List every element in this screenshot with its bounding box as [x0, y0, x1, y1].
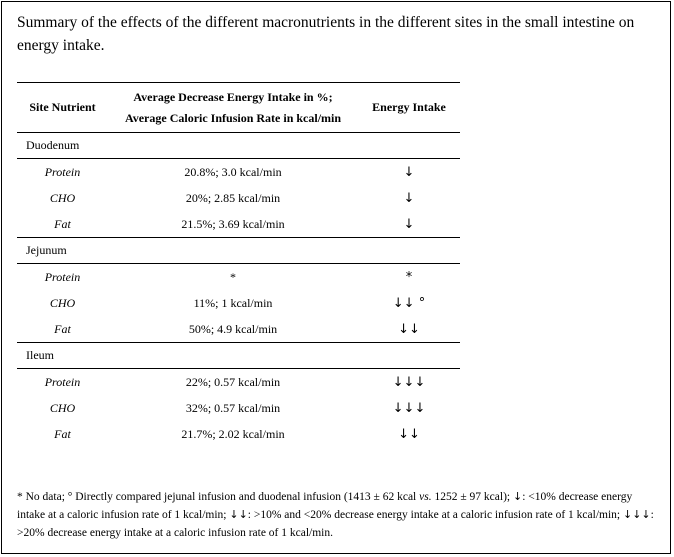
table-row	[17, 290, 460, 316]
table-row	[17, 185, 460, 211]
table-row	[17, 211, 460, 238]
table-row	[17, 264, 460, 291]
footnote-vs: vs.	[419, 491, 432, 503]
nutrient-cell: CHO	[49, 295, 76, 310]
nutrient-cell: Fat	[17, 316, 108, 343]
nutrient-cell: Fat	[17, 211, 108, 238]
nutrient-cell: Fat	[54, 426, 71, 441]
site-label: Ileum	[17, 343, 460, 369]
table-row	[17, 159, 460, 186]
footnote-text: 1252 ± 97 kcal);	[431, 491, 513, 503]
value-cell: 20.8%; 3.0 kcal/min	[184, 164, 282, 179]
effect-cell: ↓↓↓	[392, 400, 426, 416]
site-row-ileum	[17, 343, 460, 369]
header-site-nutrient: Site Nutrient	[17, 83, 108, 133]
nutrient-cell: CHO	[49, 190, 76, 205]
site-label: Duodenum	[17, 133, 460, 159]
nutrient-cell: CHO	[49, 400, 76, 415]
table-row	[17, 369, 460, 396]
triple-arrow-symbol: ↓↓↓	[622, 508, 651, 521]
table-caption: Summary of the effects of the different macronutrients in the different sites in the small intestine on energy intake.	[17, 14, 635, 54]
single-arrow-symbol: ↓	[512, 490, 523, 503]
effect-cell: ↓↓	[358, 316, 460, 343]
effect-cell: *	[405, 269, 413, 285]
value-cell: 20%; 2.85 kcal/min	[185, 190, 281, 205]
site-row-jejunum	[17, 238, 460, 264]
nutrient-cell: Protein	[44, 374, 81, 389]
value-cell: 22%; 0.57 kcal/min	[185, 374, 281, 389]
value-cell: 50%; 4.9 kcal/min	[108, 316, 358, 343]
effect-cell: ↓↓ °	[392, 295, 426, 311]
value-cell: 32%; 0.57 kcal/min	[185, 400, 281, 415]
effect-cell: ↓↓↓	[392, 374, 426, 390]
effect-cell: ↓↓	[398, 426, 420, 442]
header-decrease-line2: Average Caloric Infusion Rate in kcal/min	[124, 110, 342, 125]
value-cell: 11%; 1 kcal/min	[193, 295, 273, 310]
header-energy-intake: Energy Intake	[358, 83, 460, 133]
effect-cell: ↓	[403, 190, 415, 206]
value-cell: *	[230, 269, 236, 284]
site-label: Jejunum	[17, 238, 460, 264]
site-row-duodenum	[17, 133, 460, 159]
double-arrow-symbol: ↓↓	[229, 508, 248, 521]
header-row	[17, 83, 460, 133]
value-cell: 21.7%; 2.02 kcal/min	[181, 426, 285, 441]
footnote-text: : >10% and <20% decrease energy intake at a caloric infusion rate of 1 kcal/min;	[247, 509, 623, 521]
header-average-decrease	[108, 83, 358, 133]
header-decrease-line1: Average Decrease Energy Intake in %;	[133, 89, 333, 104]
footnote-text: : <10% decrease energy intake at a caloric infusion rate of 1 kcal/min;	[17, 491, 633, 521]
nutrient-cell: Protein	[44, 269, 81, 284]
table-row	[17, 395, 460, 421]
table-footnote	[17, 488, 657, 542]
table-row	[17, 421, 460, 447]
effect-cell: ↓	[403, 164, 415, 180]
footnote-text: : >20% decrease energy intake at a caloric infusion rate of 1 kcal/min.	[17, 509, 654, 539]
effect-cell: ↓	[358, 211, 460, 238]
table-row	[17, 316, 460, 343]
nutrient-cell: Protein	[44, 164, 81, 179]
summary-table	[17, 82, 460, 447]
value-cell: 21.5%; 3.69 kcal/min	[108, 211, 358, 238]
footnote-text: * No data; ° Directly compared jejunal infusion and duodenal infusion (1413 ± 62 kcal	[17, 491, 420, 503]
